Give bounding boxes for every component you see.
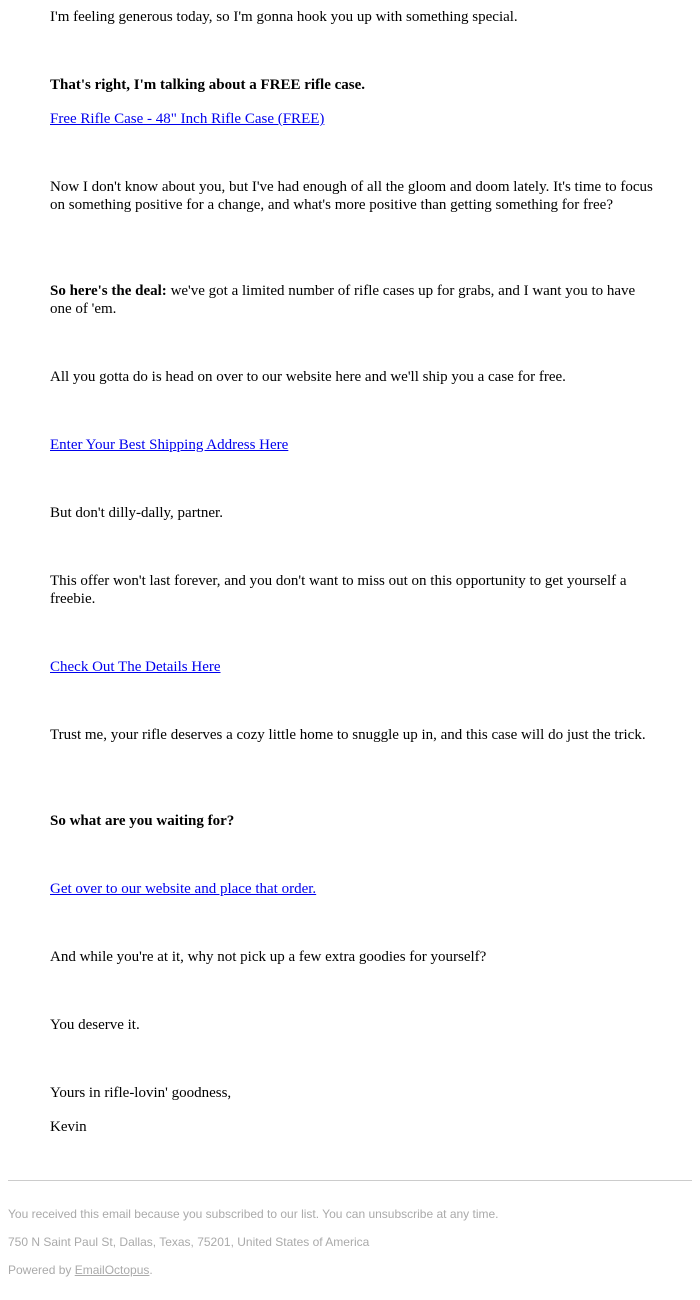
- powered-by-label: Powered by: [8, 1263, 75, 1277]
- details-link[interactable]: Check Out The Details Here: [50, 659, 221, 675]
- free-case-heading: That's right, I'm talking about a FREE rifle case.: [50, 77, 366, 93]
- intro-paragraph: I'm feeling generous today, so I'm gonna hook you up with something special.: [50, 9, 518, 25]
- free-rifle-case-link[interactable]: Free Rifle Case - 48" Inch Rifle Case (FREE): [50, 111, 325, 127]
- deal-label: So here's the deal:: [50, 283, 167, 299]
- footer-divider: [8, 1180, 692, 1181]
- website-paragraph: All you gotta do is head on over to our website here and we'll ship you a case for free.: [50, 369, 566, 385]
- deal-text: we've got a limited number of rifle cases up for grabs, and I want you to have one of 'em.: [50, 283, 636, 317]
- trust-paragraph: Trust me, your rifle deserves a cozy little home to snuggle up in, and this case will do just the trick.: [50, 727, 646, 743]
- goodies-paragraph: And while you're at it, why not pick up a few extra goodies for yourself?: [50, 949, 487, 965]
- mailing-address: 750 N Saint Paul St, Dallas, Texas, 75201, United States of America: [8, 1235, 370, 1249]
- waiting-heading: So what are you waiting for?: [50, 813, 235, 829]
- deserve-paragraph: You deserve it.: [50, 1017, 140, 1033]
- powered-by: [8, 1262, 153, 1278]
- signature: Kevin: [50, 1119, 87, 1135]
- signoff: Yours in rifle-lovin' goodness,: [50, 1085, 232, 1101]
- shipping-address-link[interactable]: Enter Your Best Shipping Address Here: [50, 437, 289, 453]
- place-order-link[interactable]: Get over to our website and place that order.: [50, 881, 317, 897]
- dilly-dally-paragraph: But don't dilly-dally, partner.: [50, 505, 223, 521]
- emailoctopus-link[interactable]: EmailOctopus: [74, 1263, 150, 1277]
- powered-by-period: .: [149, 1263, 153, 1277]
- deal-paragraph: [50, 282, 655, 318]
- offer-paragraph: This offer won't last forever, and you don't want to miss out on this opportunity to get yourself a freebie.: [50, 573, 627, 607]
- subscription-notice: You received this email because you subscribed to our list. You can unsubscribe at any time.: [8, 1207, 499, 1221]
- gloom-paragraph: Now I don't know about you, but I've had enough of all the gloom and doom lately. It's time to focus on something positive for a change, and what's more positive than getting something for free?: [50, 179, 653, 213]
